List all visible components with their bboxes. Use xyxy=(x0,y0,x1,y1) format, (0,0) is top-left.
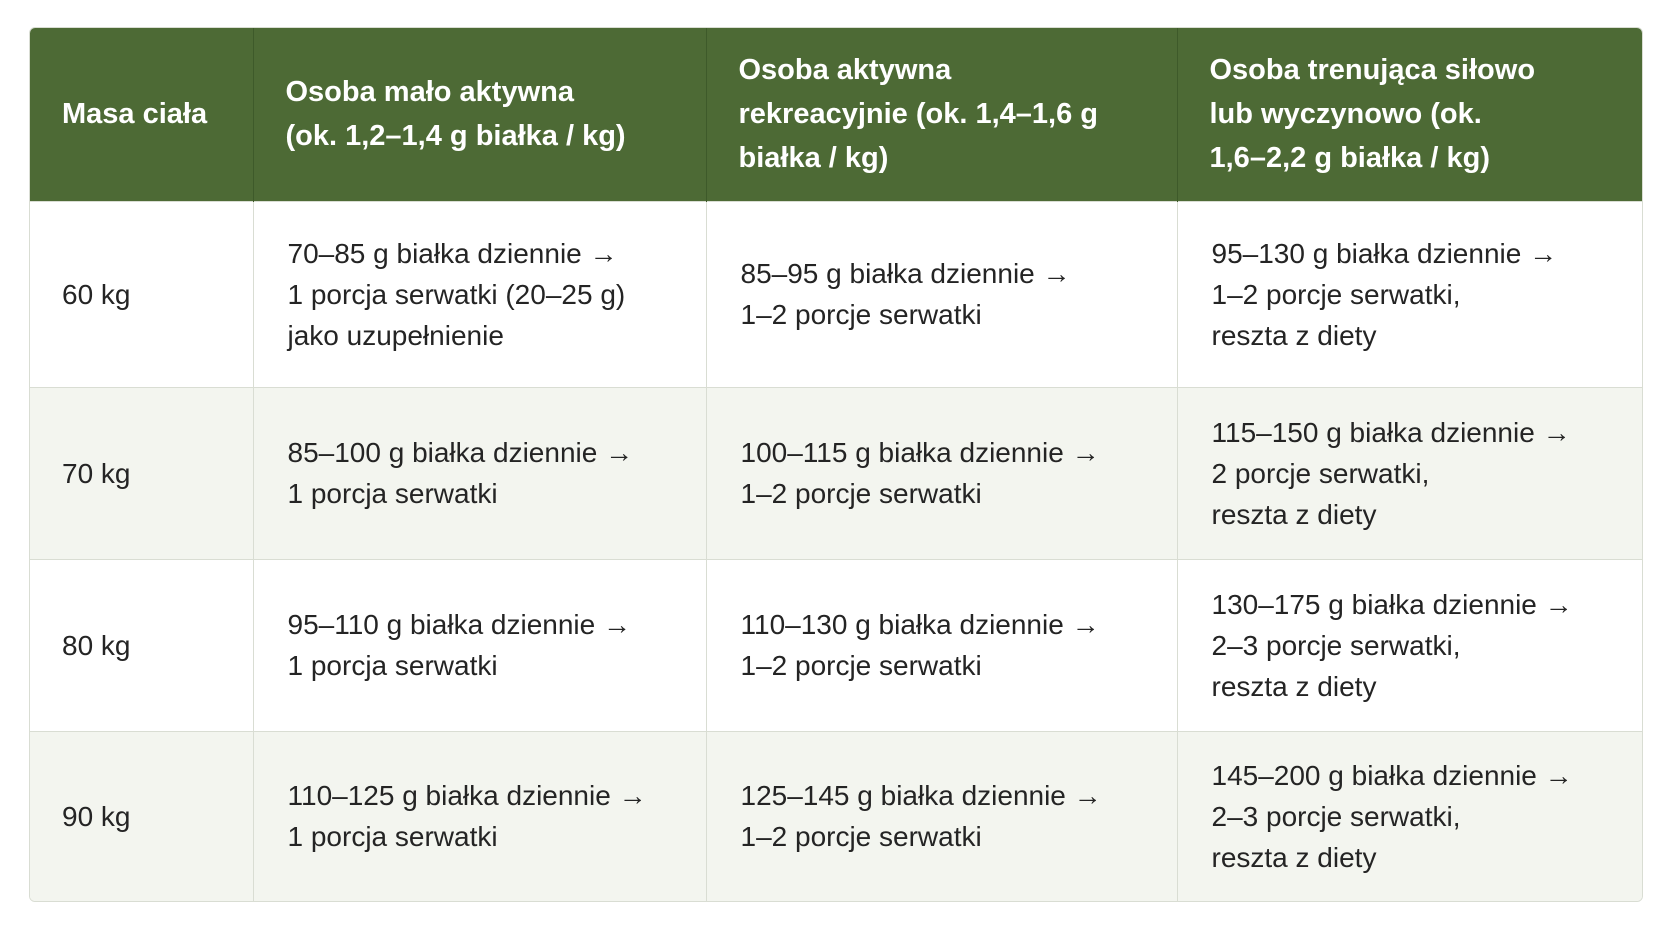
cell-recreational-activity: 85–95 g białka dziennie → 1–2 porcje serwatki xyxy=(706,201,1177,387)
cell-recreational-activity: 100–115 g białka dziennie → 1–2 porcje serwatki xyxy=(706,387,1177,559)
protein-table-container xyxy=(29,27,1643,902)
cell-strength-training: 95–130 g białka dziennie → 1–2 porcje serwatki, reszta z diety xyxy=(1177,201,1642,387)
cell-low-activity: 85–100 g białka dziennie → 1 porcja serwatki xyxy=(253,387,706,559)
table-row xyxy=(30,387,1642,559)
cell-body-mass: 90 kg xyxy=(30,731,253,901)
cell-low-activity: 110–125 g białka dziennie → 1 porcja serwatki xyxy=(253,731,706,901)
header-recreational-activity: Osoba aktywna rekreacyjnie (ok. 1,4–1,6 g białka / kg) xyxy=(706,28,1177,201)
header-low-activity: Osoba mało aktywna (ok. 1,2–1,4 g białka / kg) xyxy=(253,28,706,201)
header-body-mass: Masa ciała xyxy=(30,28,253,201)
cell-body-mass: 80 kg xyxy=(30,559,253,731)
cell-strength-training: 115–150 g białka dziennie → 2 porcje serwatki, reszta z diety xyxy=(1177,387,1642,559)
header-row xyxy=(30,28,1642,201)
table-row xyxy=(30,201,1642,387)
cell-recreational-activity: 110–130 g białka dziennie → 1–2 porcje serwatki xyxy=(706,559,1177,731)
cell-low-activity: 95–110 g białka dziennie → 1 porcja serwatki xyxy=(253,559,706,731)
cell-recreational-activity: 125–145 g białka dziennie → 1–2 porcje serwatki xyxy=(706,731,1177,901)
cell-low-activity: 70–85 g białka dziennie → 1 porcja serwatki (20–25 g) jako uzupełnienie xyxy=(253,201,706,387)
table-row xyxy=(30,731,1642,901)
cell-body-mass: 60 kg xyxy=(30,201,253,387)
protein-intake-table xyxy=(30,28,1642,901)
cell-strength-training: 145–200 g białka dziennie → 2–3 porcje serwatki, reszta z diety xyxy=(1177,731,1642,901)
table-header xyxy=(30,28,1642,201)
table-body xyxy=(30,201,1642,901)
cell-strength-training: 130–175 g białka dziennie → 2–3 porcje serwatki, reszta z diety xyxy=(1177,559,1642,731)
table-row xyxy=(30,559,1642,731)
header-strength-training: Osoba trenująca siłowo lub wyczynowo (ok. 1,6–2,2 g białka / kg) xyxy=(1209,54,1536,175)
cell-body-mass: 70 kg xyxy=(30,387,253,559)
